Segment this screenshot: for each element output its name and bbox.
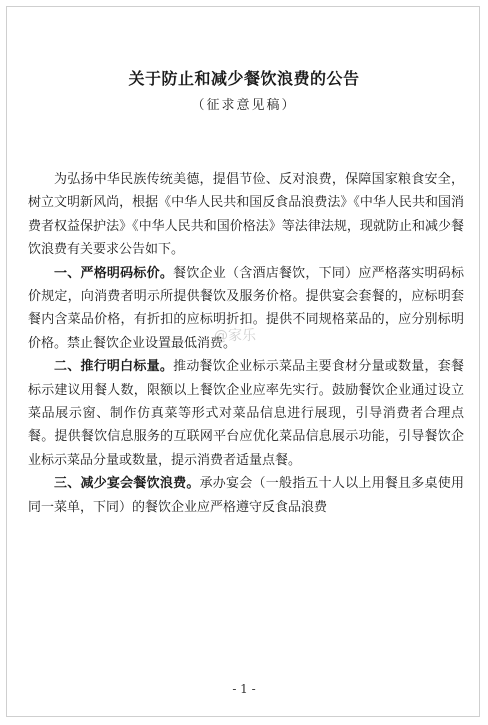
paragraph-text: 餐饮企业（含酒店餐饮，下同）应严格落实明码标价规定，向消费者明示所提供餐饮及服务价格。提供宴会套餐的，应标明套餐内含菜品价格，有折扣的应标明折扣。提供不同规格菜品的，应分别标明价格。禁止餐饮企业设置最低消费。 xyxy=(28,265,464,351)
paragraph-text: 承办宴会（一般指五十人以上用餐且多桌使用同一菜单，下同）的餐饮企业应严格遵守反食品浪费 xyxy=(28,476,464,515)
paragraph-banquet-waste xyxy=(28,472,464,519)
document-subtitle: （征求意见稿） xyxy=(191,98,297,113)
paragraph-intro xyxy=(28,168,464,262)
paragraph-heading: 三、减少宴会餐饮浪费。 xyxy=(54,476,200,492)
document-title: 关于防止和减少餐饮浪费的公告 xyxy=(128,69,360,88)
paragraph-portion-labeling xyxy=(28,355,464,472)
paragraph-heading: 一、严格明码标价。 xyxy=(54,265,174,281)
paragraph-heading: 二、推行明白标量。 xyxy=(54,359,174,375)
paragraph-text: 为弘扬中华民族传统美德，提倡节俭、反对浪费，保障国家粮食安全，树立文明新风尚，根据《中华人民共和国反食品浪费法》《中华人民共和国消费者权益保护法》《中华人民共和国价格法》等法律法规，现就防止和减少餐饮浪费有关要求公告如下。 xyxy=(28,172,464,258)
watermark: @家乐 xyxy=(214,328,256,344)
page-number: - 1 - xyxy=(232,682,256,696)
paragraph-text: 推动餐饮企业标示菜品主要食材分量或数量，套餐标示建议用餐人数，限额以上餐饮企业应率先实行。鼓励餐饮企业通过设立菜品展示窗、制作仿真菜等形式对菜品信息进行展现，引导消费者合理点餐。提供餐饮信息服务的互联网平台应优化菜品信息展示功能，引导餐饮企业标示菜品分量或数量，提示消费者适量点餐。 xyxy=(28,359,464,468)
